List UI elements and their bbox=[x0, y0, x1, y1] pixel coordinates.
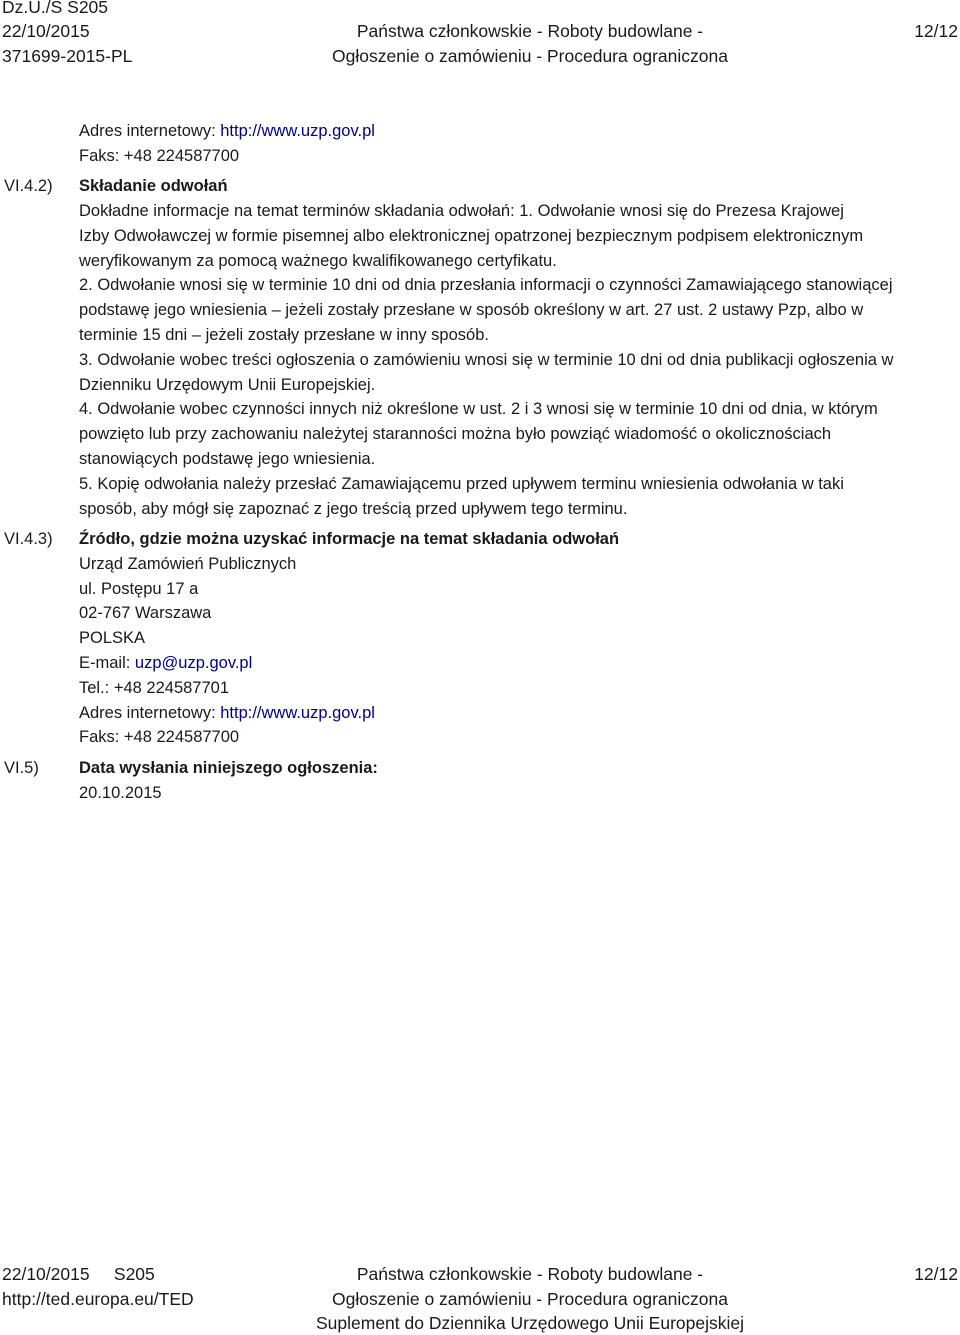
body-line: 3. Odwołanie wobec treści ogłoszenia o zamówieniu wnosi się w terminie 10 dni od dnia publikacji ogłoszenia w bbox=[79, 350, 894, 369]
address-label: Adres internetowy: bbox=[79, 704, 221, 722]
org-city: 02-767 Warszawa bbox=[79, 604, 212, 622]
section-number-vi5: VI.5) bbox=[4, 759, 39, 777]
org-fax: Faks: +48 224587700 bbox=[79, 728, 240, 746]
section-number-vi43: VI.4.3) bbox=[4, 530, 53, 548]
section-number-vi42: VI.4.2) bbox=[4, 177, 53, 195]
org-street: ul. Postępu 17 a bbox=[79, 580, 199, 598]
org-address-row bbox=[79, 701, 959, 726]
section-title-vi43: Źródło, gdzie można uzyskać informacje na temat składania odwołań bbox=[79, 530, 620, 548]
body-line: Izby Odwoławczej w formie pisemnej albo elektronicznej opatrzonej bezpiecznym podpisem elektronicznym bbox=[79, 226, 864, 245]
footer-title-line1: Państwa członkowskie - Roboty budowlane - bbox=[356, 1264, 704, 1284]
header-journal-ref: Dz.U./S S205 bbox=[2, 0, 109, 17]
section-title-vi5: Data wysłania niniejszego ogłoszenia: bbox=[79, 759, 378, 777]
header-page-number: 12/12 bbox=[914, 21, 958, 41]
email-link[interactable]: uzp@uzp.gov.pl bbox=[134, 654, 253, 672]
body-line: stanowiących podstawę jego wniesienia. bbox=[79, 449, 376, 468]
org-country: POLSKA bbox=[79, 629, 146, 647]
body-line: terminie 15 dni – jeżeli zostały przesłane w inny sposób. bbox=[79, 325, 489, 344]
footer-page-number: 12/12 bbox=[914, 1264, 958, 1284]
footer-title-line2: Ogłoszenie o zamówieniu - Procedura ograniczona bbox=[332, 1289, 728, 1309]
top-fax: Faks: +48 224587700 bbox=[79, 147, 240, 165]
body-line: 4. Odwołanie wobec czynności innych niż określone w ust. 2 i 3 wnosi się w terminie 10 dni od dnia, w którym bbox=[79, 400, 878, 419]
body-line: powzięto lub przy zachowaniu należytej staranności można było powziąć wiadomość o okolicznościach bbox=[79, 425, 832, 444]
body-line: Dzienniku Urzędowym Unii Europejskiej. bbox=[79, 375, 376, 394]
body-line: Dokładne informacje na temat terminów składania odwołań: 1. Odwołanie wnosi się do Prezesa Krajowej bbox=[79, 202, 844, 220]
footer-supplement: Suplement do Dziennika Urzędowego Unii Europejskiej bbox=[315, 1313, 744, 1333]
body-line: weryfikowanym za pomocą ważnego kwalifikowanego certyfikatu. bbox=[79, 251, 557, 270]
address-label: Adres internetowy: bbox=[79, 122, 221, 140]
header-title-line2: Ogłoszenie o zamówieniu - Procedura ograniczona bbox=[332, 46, 728, 66]
header-notice-id: 371699-2015-PL bbox=[2, 46, 133, 66]
org-email-row bbox=[79, 651, 959, 676]
footer-date-issue: 22/10/2015 S205 bbox=[2, 1264, 155, 1284]
header-date: 22/10/2015 bbox=[2, 21, 90, 41]
top-address-row bbox=[79, 119, 959, 144]
email-label: E-mail: bbox=[79, 654, 135, 672]
header-title-line1: Państwa członkowskie - Roboty budowlane - bbox=[356, 21, 704, 41]
address-link[interactable]: http://www.uzp.gov.pl bbox=[220, 704, 375, 722]
body-line: sposób, aby mógł się zapoznać z jego treścią przed upływem tego terminu. bbox=[79, 499, 628, 518]
dispatch-date: 20.10.2015 bbox=[79, 784, 162, 802]
body-line: 5. Kopię odwołania należy przesłać Zamawiającemu przed upływem terminu wniesienia odwołania w taki bbox=[79, 474, 844, 493]
section-body-vi42 bbox=[79, 199, 959, 521]
body-line: podstawę jego wniesienia – jeżeli zostały przesłane w sposób określony w art. 27 ust. 2 ustawy Pzp, albo w bbox=[79, 301, 864, 320]
address-link[interactable]: http://www.uzp.gov.pl bbox=[220, 122, 375, 140]
section-title-vi42: Składanie odwołań bbox=[79, 177, 228, 195]
org-name: Urząd Zamówień Publicznych bbox=[79, 555, 297, 573]
org-tel: Tel.: +48 224587701 bbox=[79, 679, 230, 697]
footer-url: http://ted.europa.eu/TED bbox=[2, 1289, 194, 1309]
body-line: 2. Odwołanie wnosi się w terminie 10 dni od dnia przesłania informacji o czynności Zamawiającego stanowiącej bbox=[79, 276, 893, 295]
